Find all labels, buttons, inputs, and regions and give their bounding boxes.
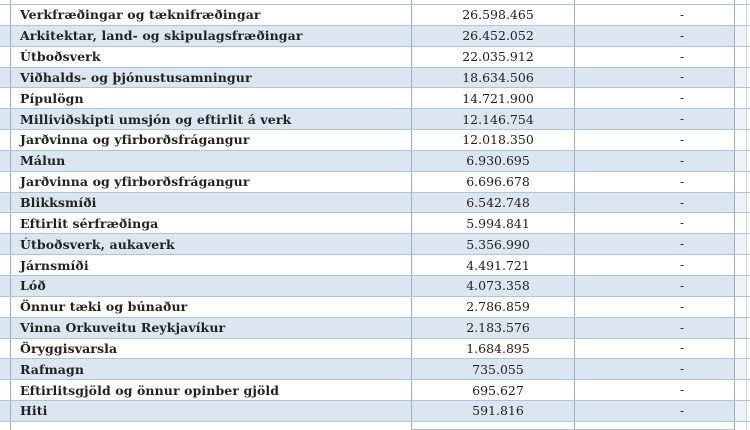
table-row [0, 359, 750, 380]
row-dash-value: - [575, 297, 735, 317]
row-dash-value: - [575, 88, 735, 108]
right-edge-cell [735, 109, 747, 129]
left-edge-cell [0, 401, 11, 421]
row-label: Járnsmíði [11, 255, 412, 275]
row-amount: 26.598.465 [412, 5, 575, 25]
row-dash-cell [575, 422, 735, 430]
row-dash-value: - [575, 213, 735, 233]
row-label: Útboðsverk, aukaverk [11, 234, 412, 254]
left-edge-cell [0, 5, 11, 25]
table-row [0, 318, 750, 339]
table-row [0, 297, 750, 318]
right-edge-cell [735, 318, 747, 338]
row-label: Eftirlit sérfræðinga [11, 213, 412, 233]
row-label: Útboðsverk [11, 47, 412, 67]
row-dash-cell [575, 0, 735, 4]
left-edge-cell [0, 422, 11, 430]
row-amount: 2.183.576 [412, 318, 575, 338]
row-amount: 6.542.748 [412, 193, 575, 213]
table-row [0, 88, 750, 109]
row-label-cell [11, 422, 412, 430]
table-row [0, 5, 750, 26]
left-edge-cell [0, 234, 11, 254]
row-amount: 4.491.721 [412, 255, 575, 275]
left-edge-cell [0, 213, 11, 233]
cropped-row-bottom [0, 422, 750, 430]
table-row [0, 47, 750, 68]
row-dash-value: - [575, 276, 735, 296]
row-amount: 22.035.912 [412, 47, 575, 67]
row-label: Vinna Orkuveitu Reykjavíkur [11, 318, 412, 338]
table-row [0, 401, 750, 422]
row-dash-value: - [575, 359, 735, 379]
row-label: Málun [11, 151, 412, 171]
row-amount: 18.634.506 [412, 68, 575, 88]
right-edge-cell [735, 88, 747, 108]
right-edge-cell [735, 0, 747, 4]
row-label: Pípulögn [11, 88, 412, 108]
row-label: Blikksmíði [11, 193, 412, 213]
row-amount: 591.816 [412, 401, 575, 421]
row-dash-value: - [575, 255, 735, 275]
left-edge-cell [0, 68, 11, 88]
table-row [0, 109, 750, 130]
right-edge-cell [735, 380, 747, 400]
row-amount: 14.721.900 [412, 88, 575, 108]
row-label: Öryggisvarsla [11, 339, 412, 359]
row-label: Önnur tæki og búnaður [11, 297, 412, 317]
row-dash-value: - [575, 234, 735, 254]
row-amount: 12.146.754 [412, 109, 575, 129]
row-dash-value: - [575, 339, 735, 359]
table-row [0, 151, 750, 172]
row-amount: 1.684.895 [412, 339, 575, 359]
right-edge-cell [735, 213, 747, 233]
row-amount: 695.627 [412, 380, 575, 400]
left-edge-cell [0, 88, 11, 108]
left-edge-cell [0, 255, 11, 275]
row-label: Lóð [11, 276, 412, 296]
left-edge-cell [0, 193, 11, 213]
right-edge-cell [735, 151, 747, 171]
row-dash-value: - [575, 47, 735, 67]
left-edge-cell [0, 0, 11, 4]
left-edge-cell [0, 297, 11, 317]
row-label: Verkfræðingar og tæknifræðingar [11, 5, 412, 25]
left-edge-cell [0, 359, 11, 379]
table-row [0, 339, 750, 360]
right-edge-cell [735, 422, 747, 430]
row-label: Arkitektar, land- og skipulagsfræðingar [11, 26, 412, 46]
row-dash-value: - [575, 68, 735, 88]
right-edge-cell [735, 255, 747, 275]
row-label: Eftirlitsgjöld og önnur opinber gjöld [11, 380, 412, 400]
row-label: Milliviðskipti umsjón og eftirlit á verk [11, 109, 412, 129]
row-amount: 735.055 [412, 359, 575, 379]
row-amount-cell [412, 0, 575, 4]
right-edge-cell [735, 234, 747, 254]
row-amount: 2.786.859 [412, 297, 575, 317]
right-edge-cell [735, 68, 747, 88]
left-edge-cell [0, 26, 11, 46]
row-amount-cell [412, 422, 575, 430]
table-row [0, 380, 750, 401]
row-label: Hiti [11, 401, 412, 421]
left-edge-cell [0, 276, 11, 296]
table-row [0, 193, 750, 214]
table-row [0, 213, 750, 234]
table-row [0, 255, 750, 276]
row-amount: 12.018.350 [412, 130, 575, 150]
row-amount: 26.452.052 [412, 26, 575, 46]
left-edge-cell [0, 318, 11, 338]
table-row [0, 68, 750, 89]
right-edge-cell [735, 193, 747, 213]
row-amount: 6.930.695 [412, 151, 575, 171]
right-edge-cell [735, 130, 747, 150]
row-dash-value: - [575, 193, 735, 213]
right-edge-cell [735, 339, 747, 359]
table-row [0, 26, 750, 47]
row-dash-value: - [575, 26, 735, 46]
left-edge-cell [0, 380, 11, 400]
row-label: Viðhalds- og þjónustusamningur [11, 68, 412, 88]
row-dash-value: - [575, 318, 735, 338]
left-edge-cell [0, 151, 11, 171]
left-edge-cell [0, 47, 11, 67]
right-edge-cell [735, 26, 747, 46]
right-edge-cell [735, 359, 747, 379]
row-dash-value: - [575, 109, 735, 129]
row-amount: 5.356.990 [412, 234, 575, 254]
right-edge-cell [735, 47, 747, 67]
row-amount: 6.696.678 [412, 172, 575, 192]
row-dash-value: - [575, 5, 735, 25]
left-edge-cell [0, 339, 11, 359]
row-label: Jarðvinna og yfirborðsfrágangur [11, 172, 412, 192]
row-dash-value: - [575, 380, 735, 400]
row-amount: 4.073.358 [412, 276, 575, 296]
row-label-cell [11, 0, 412, 4]
row-dash-value: - [575, 130, 735, 150]
table-row [0, 234, 750, 255]
table-row [0, 130, 750, 151]
row-amount: 5.994.841 [412, 213, 575, 233]
row-dash-value: - [575, 151, 735, 171]
right-edge-cell [735, 401, 747, 421]
table-row [0, 276, 750, 297]
row-label: Jarðvinna og yfirborðsfrágangur [11, 130, 412, 150]
right-edge-cell [735, 297, 747, 317]
row-dash-value: - [575, 172, 735, 192]
left-edge-cell [0, 109, 11, 129]
row-label: Rafmagn [11, 359, 412, 379]
right-edge-cell [735, 172, 747, 192]
left-edge-cell [0, 130, 11, 150]
right-edge-cell [735, 276, 747, 296]
row-dash-value: - [575, 401, 735, 421]
left-edge-cell [0, 172, 11, 192]
table-row [0, 172, 750, 193]
right-edge-cell [735, 5, 747, 25]
